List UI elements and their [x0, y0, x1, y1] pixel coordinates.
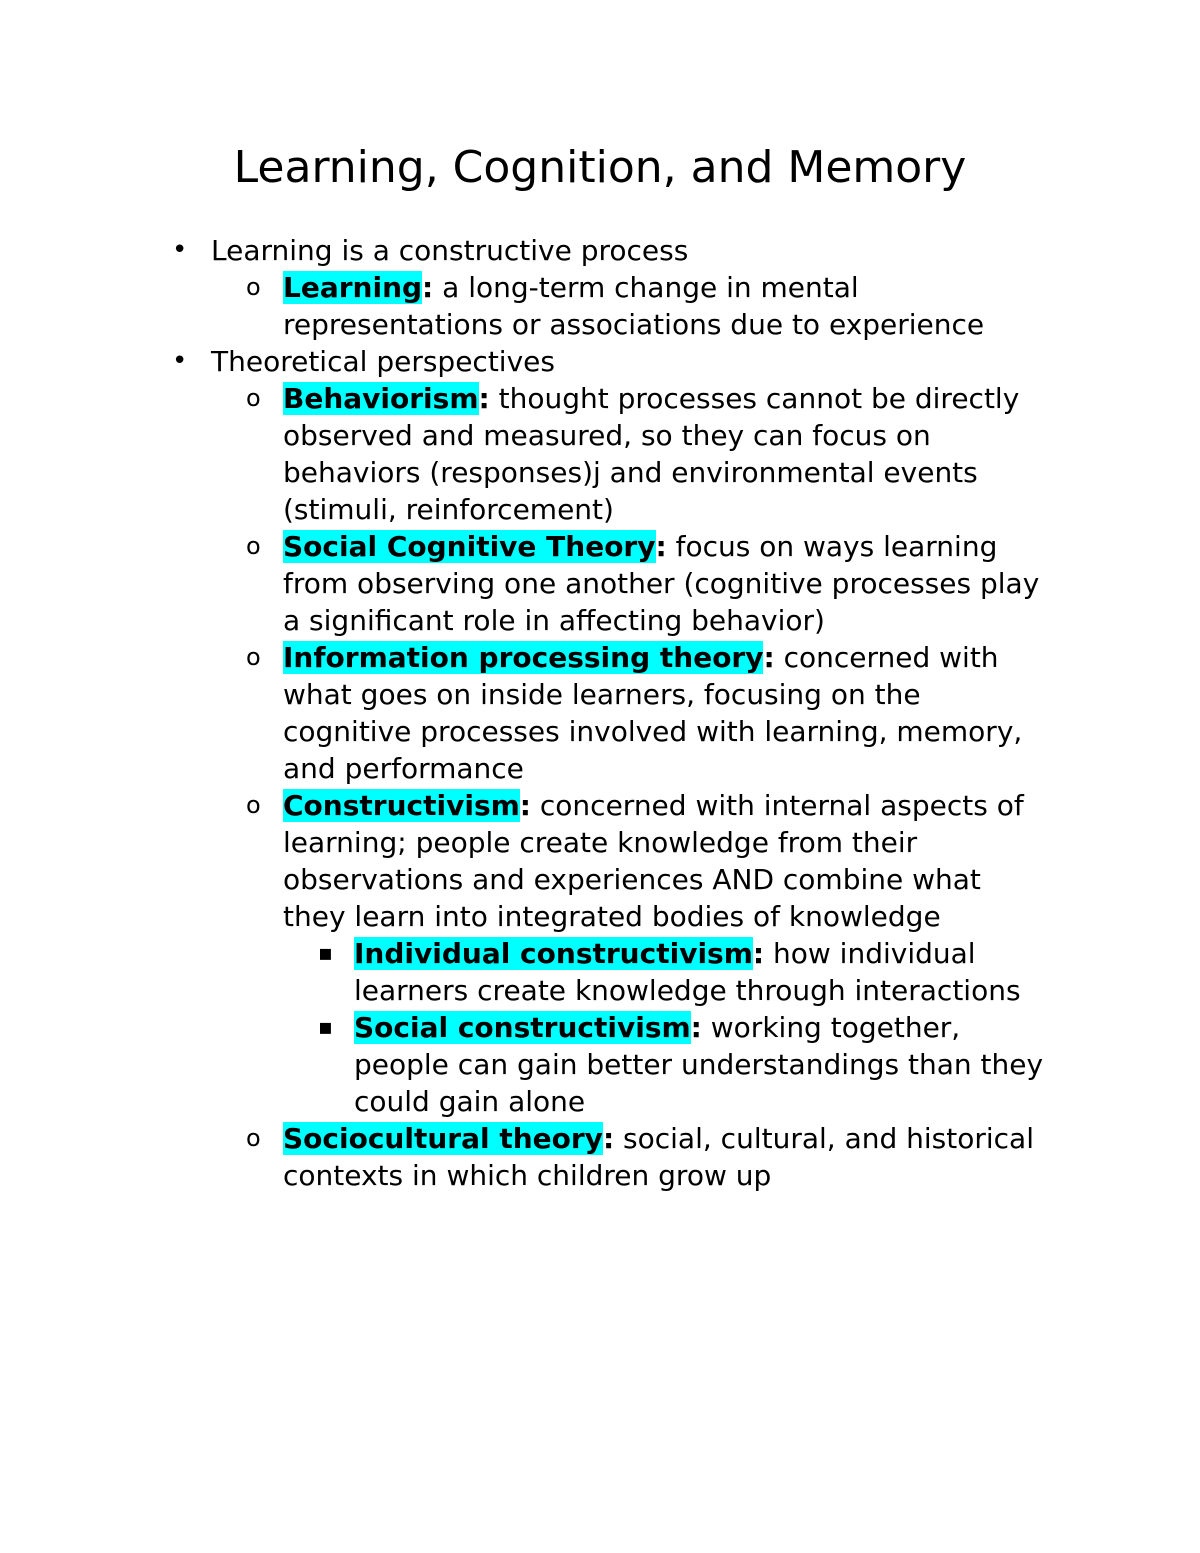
term-colon: : [478, 382, 490, 415]
circle-bullet-icon: o [246, 1124, 261, 1152]
term-definition: thought processes cannot be directly observed and measured, so they can focus on behaviors (responses)j and environmental events (stimuli, reinforcement) [283, 382, 1020, 526]
term-definition: focus on ways learning from observing one another (cognitive processes play a significant role in affecting behavior) [283, 530, 1040, 637]
highlighted-term: Constructivism [283, 789, 520, 822]
definition-item-individual-constructivism [0, 935, 1054, 1009]
document-body [0, 232, 1200, 1194]
section-theoretical-perspectives [0, 343, 1041, 380]
highlighted-term: Learning [283, 271, 423, 304]
term-colon: : [422, 271, 434, 304]
sublist [0, 380, 1200, 1194]
definition-item-social-constructivism [0, 1009, 1054, 1120]
outline-list [0, 232, 1200, 1194]
term-definition: working together, people can gain better understandings than they could gain alone [354, 1011, 1044, 1118]
sublist [0, 269, 1200, 343]
term-definition: social, cultural, and historical contexts in which children grow up [283, 1122, 1034, 1192]
definition-item-social-cognitive-theory [0, 528, 1043, 639]
definition-item-learning [0, 269, 1043, 343]
square-bullet-icon: ▪ [318, 1015, 333, 1040]
definition-item-information-processing [0, 639, 1043, 787]
circle-bullet-icon: o [246, 643, 261, 671]
term-definition: how individual learners create knowledge through interactions [354, 937, 1021, 1007]
square-bullet-icon: ▪ [318, 941, 333, 966]
highlighted-term: Behaviorism [283, 382, 479, 415]
definition-item-behaviorism [0, 380, 1043, 528]
circle-bullet-icon: o [246, 384, 261, 412]
circle-bullet-icon: o [246, 791, 261, 819]
term-definition: a long-term change in mental representations or associations due to experience [283, 271, 985, 341]
highlighted-term: Sociocultural theory [283, 1122, 603, 1155]
term-colon: : [763, 641, 775, 674]
circle-bullet-icon: o [246, 273, 261, 301]
highlighted-term: Social constructivism [354, 1011, 691, 1044]
term-colon: : [752, 937, 765, 970]
highlighted-term: Social Cognitive Theory [283, 530, 656, 563]
highlighted-term: Information processing theory [283, 641, 764, 674]
term-colon: : [655, 530, 667, 563]
sub-sublist [0, 935, 1200, 1120]
section-heading: Theoretical perspectives [211, 345, 555, 378]
definition-item-constructivism [0, 787, 1043, 935]
term-colon: : [690, 1011, 702, 1044]
term-definition: concerned with internal aspects of learning; people create knowledge from their observations and experiences AND combine what they learn into integrated bodies of knowledge [283, 789, 1024, 933]
term-colon: : [602, 1122, 615, 1155]
section-constructive-process [0, 232, 1041, 269]
term-definition: concerned with what goes on inside learners, focusing on the cognitive processes involved with learning, memory, and performance [283, 641, 1023, 785]
bullet-icon: • [172, 346, 188, 376]
bullet-icon: • [172, 235, 188, 265]
highlighted-term: Individual constructivism [354, 937, 753, 970]
circle-bullet-icon: o [246, 532, 261, 560]
document-title: Learning, Cognition, and Memory [233, 142, 967, 193]
term-colon: : [519, 789, 531, 822]
definition-item-sociocultural-theory [0, 1120, 1043, 1194]
section-heading: Learning is a constructive process [211, 234, 689, 267]
